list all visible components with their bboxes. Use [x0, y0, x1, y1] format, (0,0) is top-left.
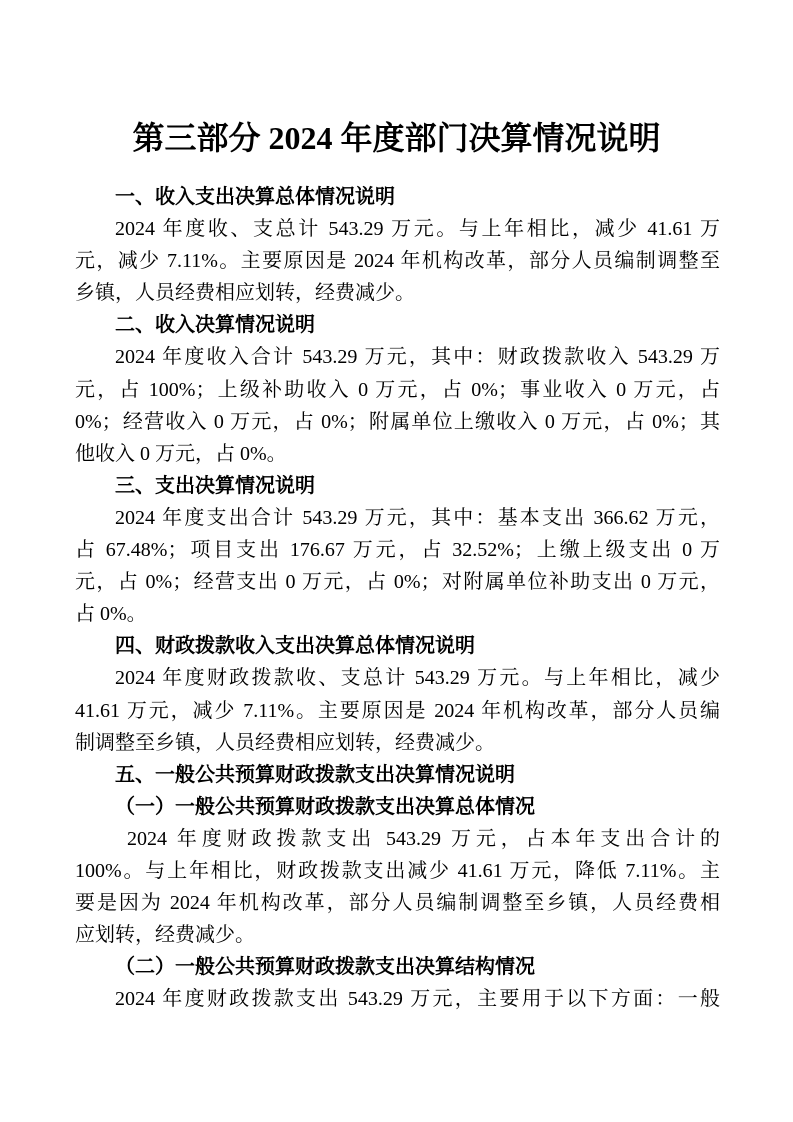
- paragraph-line: 2024 年度支出合计 543.29 万元，其中：基本支出 366.62 万元，: [115, 506, 720, 529]
- paragraph: [75, 341, 720, 469]
- paragraph-line: 41.61 万元，减少 7.11%。主要原因是 2024 年机构改革，部分人员编: [75, 699, 720, 722]
- paragraph-line: 2024 年度财政拨款支出 543.29 万元，占本年支出合计的: [127, 827, 720, 850]
- paragraph-line: 2024 年度收入合计 543.29 万元，其中：财政拨款收入 543.29 万: [115, 346, 720, 369]
- paragraph-line: 占 67.48%；项目支出 176.67 万元，占 32.52%；上缴上级支出 0 万: [75, 539, 720, 562]
- section-heading: 四、财政拨款收入支出决算总体情况说明: [115, 635, 475, 658]
- paragraph-line: 2024 年度财政拨款支出 543.29 万元，主要用于以下方面：一般: [115, 988, 720, 1011]
- section-income-expenditure-overview: [75, 181, 720, 309]
- paragraph-line: 0%；经营收入 0 万元，占 0%；附属单位上缴收入 0 万元，占 0%；其: [75, 410, 720, 433]
- subsection-overall: [75, 791, 720, 951]
- section-heading: 一、收入支出决算总体情况说明: [115, 186, 395, 208]
- section-heading: 二、收入决算情况说明: [115, 314, 315, 337]
- paragraph-line: 制调整至乡镇，人员经费相应划转，经费减少。: [75, 731, 495, 754]
- paragraph-line: 2024 年度收、支总计 543.29 万元。与上年相比，减少 41.61 万: [115, 218, 720, 241]
- paragraph-line: 占 0%。: [75, 603, 147, 626]
- section-expenditure: [75, 470, 720, 630]
- paragraph-line: 要是因为 2024 年机构改革，部分人员编制调整至乡镇，人员经费相: [75, 892, 720, 915]
- paragraph-line: 应划转，经费减少。: [75, 924, 255, 947]
- section-heading: 三、支出决算情况说明: [115, 474, 315, 497]
- paragraph-line: 元，占 100%；上级补助收入 0 万元，占 0%；事业收入 0 万元，占: [75, 378, 720, 401]
- paragraph-line: 2024 年度财政拨款收、支总计 543.29 万元。与上年相比，减少: [115, 667, 720, 690]
- subsection-heading: （二）一般公共预算财政拨款支出决算结构情况: [115, 956, 535, 979]
- document-body: [75, 181, 720, 1015]
- paragraph-line: 元，减少 7.11%。主要原因是 2024 年机构改革，部分人员编制调整至: [75, 250, 720, 273]
- section-fiscal-appropriation-overview: [75, 630, 720, 758]
- paragraph: [75, 983, 720, 1015]
- paragraph: [75, 213, 720, 309]
- paragraph-line: 他收入 0 万元，占 0%。: [75, 442, 287, 465]
- subsection-heading: （一）一般公共预算财政拨款支出决算总体情况: [115, 795, 535, 818]
- page-title: 第三部分 2024 年度部门决算情况说明: [132, 120, 661, 156]
- paragraph-line: 100%。与上年相比，财政拨款支出减少 41.61 万元，降低 7.11%。主: [75, 859, 720, 882]
- section-general-public-budget: [75, 759, 720, 1016]
- section-heading: 五、一般公共预算财政拨款支出决算情况说明: [115, 763, 515, 786]
- section-income: [75, 309, 720, 469]
- paragraph: [75, 823, 720, 951]
- paragraph: [75, 502, 720, 630]
- subsection-structure: [75, 951, 720, 1015]
- paragraph-line: 元，占 0%；经营支出 0 万元，占 0%；对附属单位补助支出 0 万元，: [75, 571, 720, 594]
- paragraph-line: 乡镇，人员经费相应划转，经费减少。: [75, 282, 415, 305]
- paragraph: [75, 662, 720, 758]
